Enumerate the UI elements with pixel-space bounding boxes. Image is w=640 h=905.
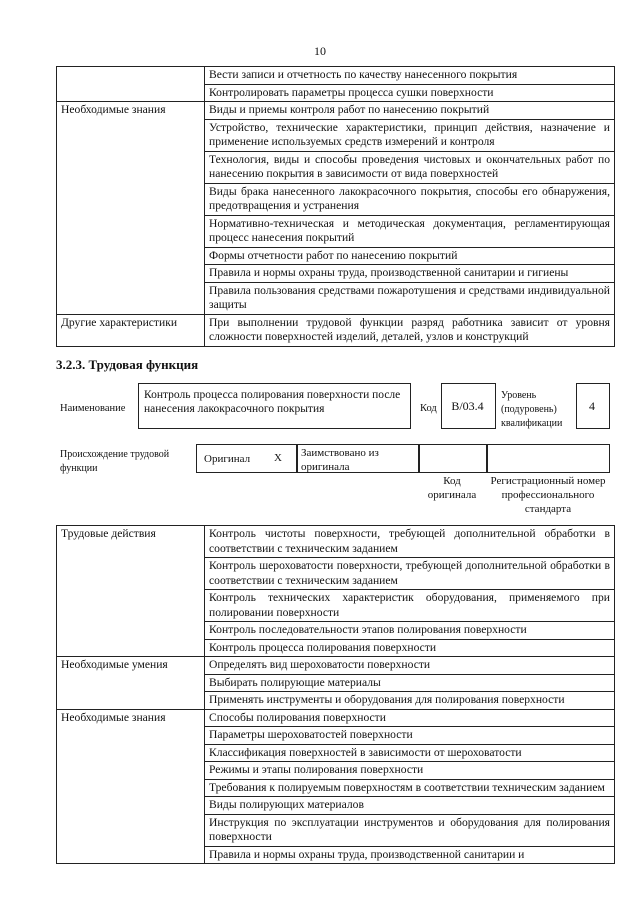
table-row <box>57 657 615 675</box>
origin-label: Происхождение трудовой функции <box>60 449 170 474</box>
labor-row-label: Трудовые действия <box>57 526 205 657</box>
labor-row-text: Контроль шероховатости поверхности, требующей дополнительной обработки в соответствии с техническим заданием <box>205 558 615 590</box>
skills-row-text: Виды и приемы контроля работ по нанесению покрытий <box>205 102 615 120</box>
skills-row-label: Другие характеристики <box>57 314 205 346</box>
skills-row-text: Правила пользования средствами пожаротушения и средствами индивидуальной защиты <box>205 282 615 314</box>
skills-row-text: Контролировать параметры процесса сушки поверхности <box>205 84 615 102</box>
level-value: 4 <box>589 399 595 413</box>
skills-row-text: Технология, виды и способы проведения чистовых и окончательных работ по нанесению покрытия в зависимости от вида поверхностей <box>205 151 615 183</box>
skills-row-text: Вести записи и отчетность по качеству нанесенного покрытия <box>205 67 615 85</box>
original-label: Оригинал <box>204 453 251 465</box>
labor-row-text: Параметры шероховатостей поверхности <box>205 727 615 745</box>
skills-row-label <box>57 67 205 102</box>
labor-row-text: Виды полирующих материалов <box>205 797 615 815</box>
section-heading: 3.2.3. Трудовая функция <box>56 357 199 372</box>
table-row <box>57 102 615 120</box>
labor-row-text: Требования к полируемым поверхностям в соответствии техническим заданием <box>205 779 615 797</box>
code-caption: Код оригинала <box>427 475 477 501</box>
code-value: В/03.4 <box>451 399 484 413</box>
name-label: Наименование <box>60 403 126 414</box>
labor-row-text: Контроль процесса полирования поверхности <box>205 639 615 657</box>
code-label: Код <box>420 403 437 414</box>
table-row <box>57 314 615 346</box>
borrowed-label: Заимствовано из оригинала <box>301 447 379 473</box>
table-row <box>57 709 615 727</box>
labor-row-text: Контроль технических характеристик оборудования, применяемого при полировании поверхности <box>205 590 615 622</box>
labor-row-label: Необходимые умения <box>57 657 205 710</box>
labor-row-text: Контроль последовательности этапов полирования поверхности <box>205 622 615 640</box>
level-label: Уровень (подуровень) квалификации <box>501 390 563 429</box>
labor-row-text: Инструкция по эксплуатации инструментов и оборудования для полирования поверхности <box>205 814 615 846</box>
labor-row-label: Необходимые знания <box>57 709 205 864</box>
skills-table-continued <box>56 66 615 347</box>
skills-row-text: При выполнении трудовой функции разряд работника зависит от уровня сложности поверхностей изделий, деталей, узлов и конструкций <box>205 314 615 346</box>
reg-number-box <box>486 444 610 473</box>
skills-row-text: Устройство, технические характеристики, принцип действия, назначение и применение используемых средств измерений и контроля <box>205 119 615 151</box>
name-value: Контроль процесса полирования поверхности после нанесения лакокрасочного покрытия <box>144 389 401 415</box>
labor-row-text: Режимы и этапы полирования поверхности <box>205 762 615 780</box>
original-mark: X <box>274 452 282 464</box>
skills-row-text: Правила и нормы охраны труда, производственной санитарии и гигиены <box>205 265 615 283</box>
labor-row-text: Выбирать полирующие материалы <box>205 674 615 692</box>
labor-row-text: Контроль чистоты поверхности, требующей дополнительной обработки в соответствии с техническим заданием <box>205 526 615 558</box>
labor-row-text: Классификация поверхностей в зависимости от шероховатости <box>205 744 615 762</box>
skills-row-text: Нормативно-техническая и методическая документация, регламентирующая процесс нанесения покрытий <box>205 215 615 247</box>
labor-row-text: Правила и нормы охраны труда, производственной санитарии и <box>205 846 615 864</box>
labor-row-text: Применять инструменты и оборудования для полирования поверхности <box>205 692 615 710</box>
table-row <box>57 67 615 85</box>
original-code-box <box>418 444 488 473</box>
skills-row-label: Необходимые знания <box>57 102 205 315</box>
skills-row-text: Формы отчетности работ по нанесению покрытий <box>205 247 615 265</box>
labor-function-table <box>56 525 615 864</box>
skills-row-text: Виды брака нанесенного лакокрасочного покрытия, способы его обнаружения, предотвращения и устранения <box>205 183 615 215</box>
reg-caption: Регистрационный номер профессионального стандарта <box>490 475 606 515</box>
table-row <box>57 526 615 558</box>
page-number: 10 <box>314 44 326 58</box>
labor-row-text: Способы полирования поверхности <box>205 709 615 727</box>
labor-row-text: Определять вид шероховатости поверхности <box>205 657 615 675</box>
